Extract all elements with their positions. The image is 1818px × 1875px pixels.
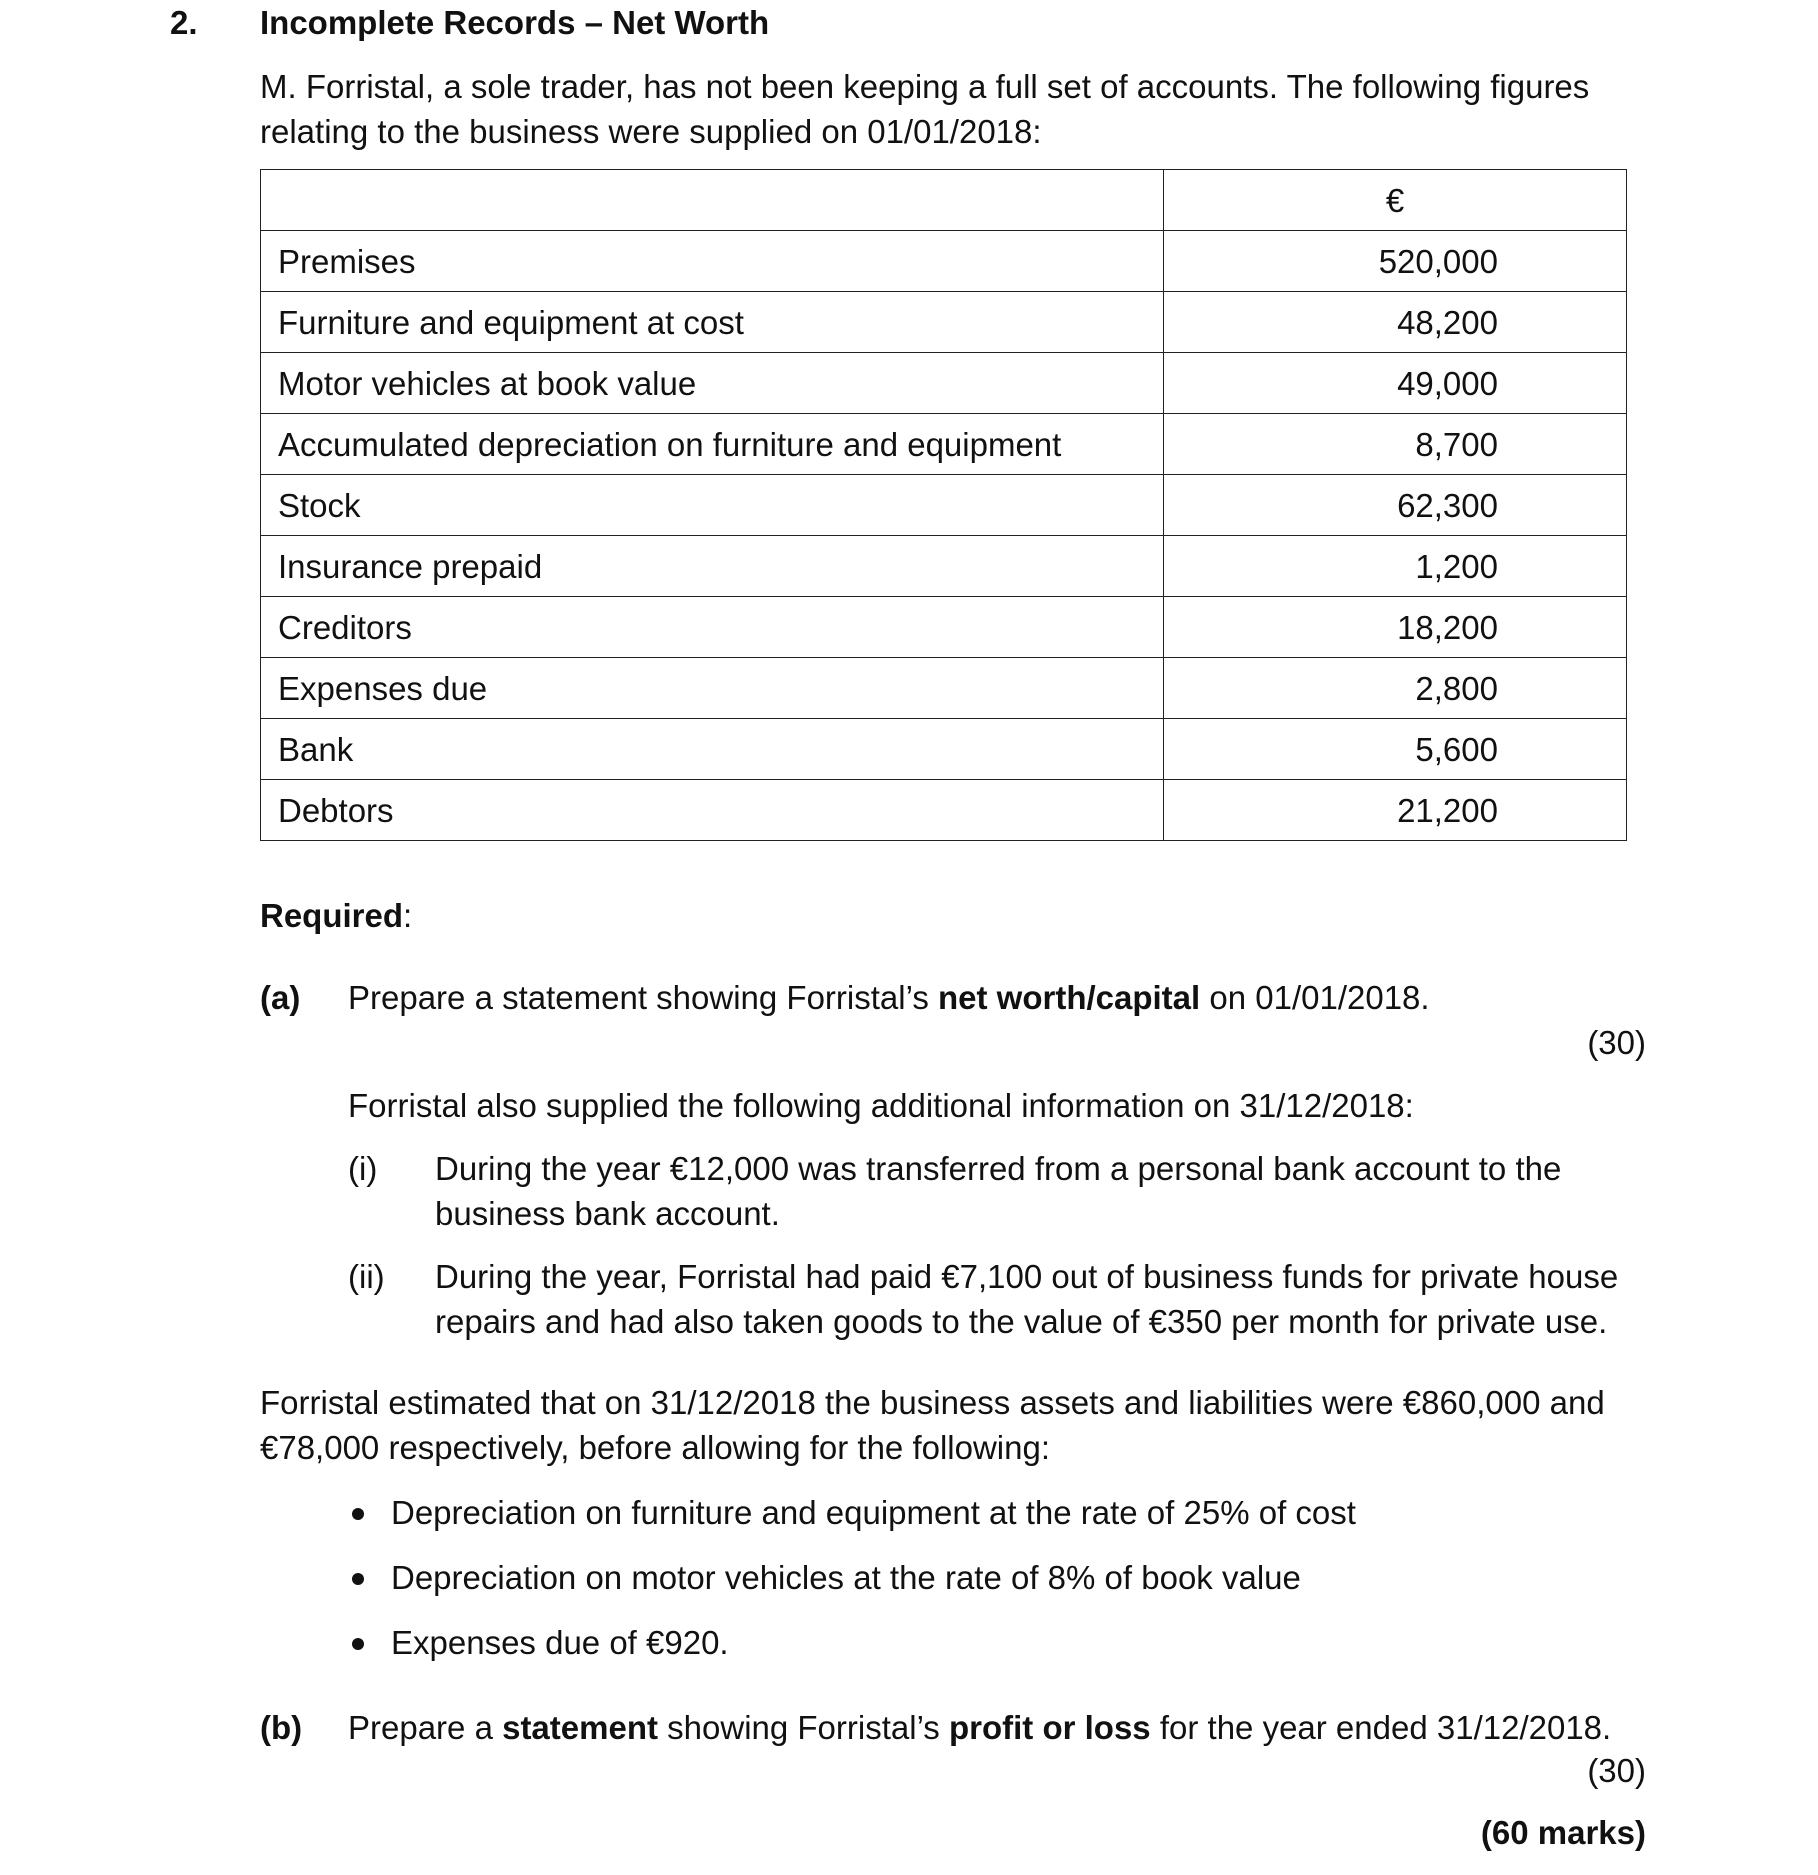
- table-row: [261, 597, 1627, 658]
- estimate-paragraph: [260, 1380, 1680, 1470]
- table-row: [261, 414, 1627, 475]
- table-row: [261, 353, 1627, 414]
- part-b-text-mid: showing Forristal’s: [657, 1709, 949, 1746]
- table-row: [261, 719, 1627, 780]
- row-label: Furniture and equipment at cost: [261, 292, 1164, 353]
- row-label: Bank: [261, 719, 1164, 780]
- table-row: [261, 231, 1627, 292]
- part-b-text: [348, 1705, 1611, 1750]
- table-header-row: [261, 170, 1627, 231]
- table-row: [261, 658, 1627, 719]
- figures-table: [260, 169, 1627, 841]
- part-a-text-post: on 01/01/2018.: [1200, 979, 1430, 1016]
- sub-item-line: During the year, Forristal had paid €7,100 out of business funds for private house: [435, 1258, 1619, 1295]
- bullet-dot-icon: [352, 1508, 364, 1520]
- question-number: 2.: [170, 4, 198, 41]
- row-label: Debtors: [261, 780, 1164, 841]
- bullet-dot-icon: [352, 1638, 364, 1650]
- part-a-text-pre: Prepare a statement showing Forristal’s: [348, 979, 938, 1016]
- sub-item-label: (ii): [348, 1258, 385, 1295]
- total-marks: (60 marks): [1480, 1814, 1646, 1851]
- intro-line-1: M. Forristal, a sole trader, has not been keeping a full set of accounts. The following figures: [260, 68, 1590, 105]
- sub-item-line: business bank account.: [435, 1195, 780, 1232]
- header-label-cell: [261, 170, 1164, 231]
- row-value: 1,200: [1164, 536, 1627, 597]
- row-label: Premises: [261, 231, 1164, 292]
- row-label: Insurance prepaid: [261, 536, 1164, 597]
- intro-line-2: relating to the business were supplied on 01/01/2018:: [260, 113, 1042, 150]
- table-row: [261, 475, 1627, 536]
- intro-paragraph: [260, 64, 1660, 154]
- row-value: 48,200: [1164, 292, 1627, 353]
- sub-item-line: During the year €12,000 was transferred from a personal bank account to the: [435, 1150, 1562, 1187]
- row-value: 18,200: [1164, 597, 1627, 658]
- question-title: Incomplete Records – Net Worth: [260, 4, 770, 41]
- row-value: 520,000: [1164, 231, 1627, 292]
- table-row: [261, 292, 1627, 353]
- bullet-text: Depreciation on furniture and equipment at the rate of 25% of cost: [391, 1494, 1356, 1531]
- part-a-label: (a): [260, 979, 301, 1016]
- row-label: Accumulated depreciation on furniture and equipment: [261, 414, 1164, 475]
- currency-header: €: [1164, 170, 1627, 231]
- estimate-line-1: Forristal estimated that on 31/12/2018 the business assets and liabilities were €860,000 and: [260, 1384, 1605, 1421]
- additional-info-intro: Forristal also supplied the following additional information on 31/12/2018:: [348, 1087, 1414, 1124]
- sub-item-label: (i): [348, 1150, 378, 1187]
- bullet-text: Depreciation on motor vehicles at the rate of 8% of book value: [391, 1559, 1301, 1596]
- row-value: 49,000: [1164, 353, 1627, 414]
- part-b-text-bold-2: profit or loss: [948, 1709, 1151, 1746]
- part-b-text-bold-1: statement: [502, 1709, 658, 1746]
- part-a-marks: (30): [1587, 1024, 1646, 1061]
- part-b-text-pre: Prepare a: [348, 1709, 503, 1746]
- row-value: 21,200: [1164, 780, 1627, 841]
- part-b-label: (b): [260, 1709, 303, 1746]
- sub-item-line: repairs and had also taken goods to the value of €350 per month for private use.: [435, 1303, 1608, 1340]
- bullet-text: Expenses due of €920.: [391, 1624, 729, 1661]
- required-heading: [260, 893, 412, 938]
- sub-item-text: [435, 1146, 1685, 1236]
- part-a-text-bold: net worth/capital: [938, 979, 1201, 1016]
- row-value: 8,700: [1164, 414, 1627, 475]
- row-value: 62,300: [1164, 475, 1627, 536]
- estimate-line-2: €78,000 respectively, before allowing for the following:: [260, 1429, 1051, 1466]
- row-value: 2,800: [1164, 658, 1627, 719]
- required-colon: :: [403, 897, 413, 934]
- table-row: [261, 536, 1627, 597]
- row-label: Motor vehicles at book value: [261, 353, 1164, 414]
- table-row: [261, 780, 1627, 841]
- row-value: 5,600: [1164, 719, 1627, 780]
- required-label: Required: [260, 897, 404, 934]
- part-b-text-post: for the year ended 31/12/2018.: [1150, 1709, 1612, 1746]
- row-label: Stock: [261, 475, 1164, 536]
- row-label: Expenses due: [261, 658, 1164, 719]
- row-label: Creditors: [261, 597, 1164, 658]
- part-a-text: [348, 975, 1430, 1020]
- part-b-marks: (30): [1587, 1752, 1646, 1789]
- sub-item-text: [435, 1254, 1695, 1344]
- bullet-dot-icon: [352, 1573, 364, 1585]
